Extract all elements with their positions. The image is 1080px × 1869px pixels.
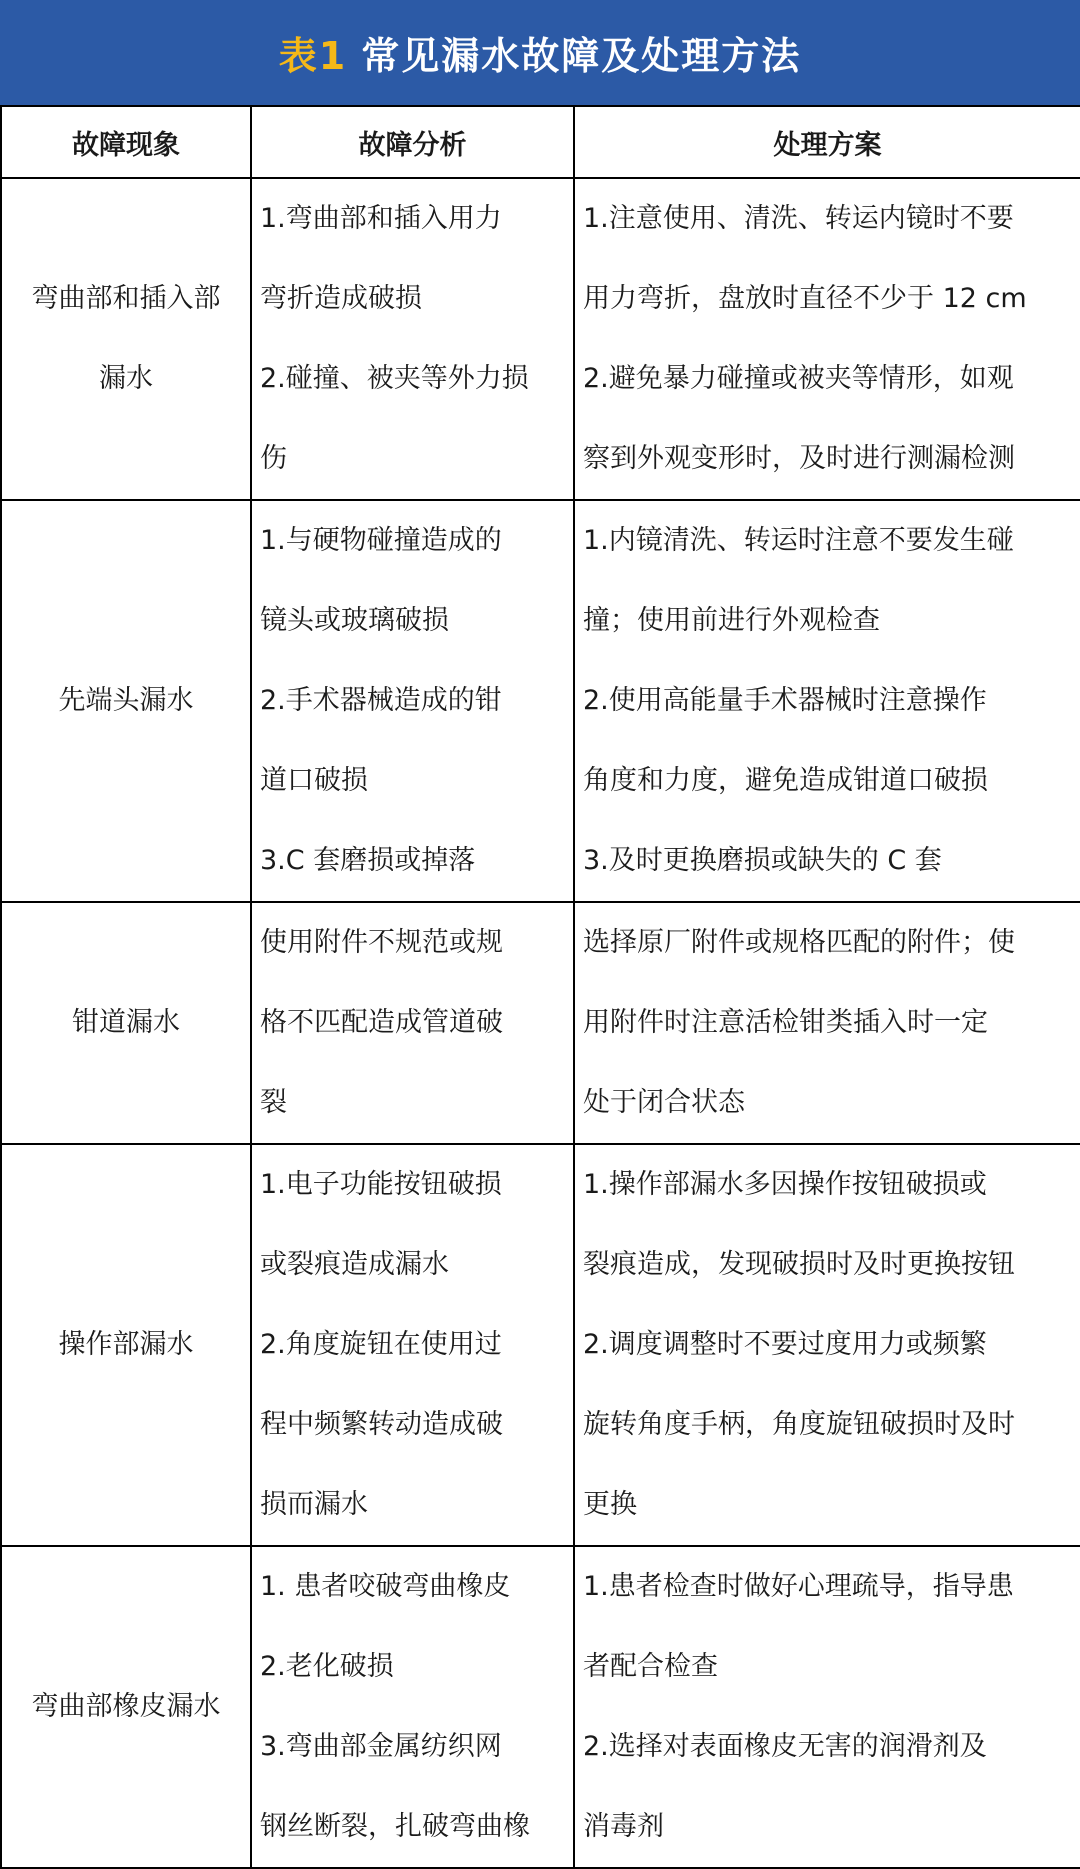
solution-line: 消毒剂 bbox=[583, 1811, 664, 1842]
column-header-symptom: 故障现象 bbox=[1, 106, 251, 178]
analysis-line: 1.电子功能按钮破损 bbox=[260, 1169, 502, 1200]
symptom-cell bbox=[1, 1144, 251, 1546]
symptom-line: 钳道漏水 bbox=[72, 1007, 180, 1038]
solution-line: 用力弯折，盘放时直径不少于 12 cm bbox=[583, 283, 1027, 314]
symptom-line: 漏水 bbox=[99, 363, 153, 394]
solution-line: 用附件时注意活检钳类插入时一定 bbox=[583, 1007, 988, 1038]
solution-cell bbox=[574, 1546, 1080, 1868]
analysis-line: 3.C 套磨损或掉落 bbox=[260, 845, 476, 876]
analysis-line: 格不匹配造成管道破 bbox=[260, 1007, 503, 1038]
analysis-line: 2.碰撞、被夹等外力损 bbox=[260, 363, 529, 394]
analysis-line: 1.与硬物碰撞造成的 bbox=[260, 525, 502, 556]
analysis-line: 或裂痕造成漏水 bbox=[260, 1249, 449, 1280]
solution-line: 2.使用高能量手术器械时注意操作 bbox=[583, 685, 987, 716]
analysis-line: 使用附件不规范或规 bbox=[260, 927, 503, 958]
solution-line: 者配合检查 bbox=[583, 1651, 718, 1682]
analysis-line: 1.弯曲部和插入用力 bbox=[260, 203, 502, 234]
table-title-bar bbox=[0, 0, 1080, 105]
solution-cell bbox=[574, 902, 1080, 1144]
solution-line: 1.患者检查时做好心理疏导，指导患 bbox=[583, 1571, 1014, 1602]
table-row bbox=[1, 178, 1080, 500]
column-header-analysis: 故障分析 bbox=[251, 106, 574, 178]
solution-line: 角度和力度，避免造成钳道口破损 bbox=[583, 765, 988, 796]
symptom-line: 操作部漏水 bbox=[58, 1329, 194, 1360]
table-row bbox=[1, 1546, 1080, 1868]
symptom-cell bbox=[1, 902, 251, 1144]
table-number: 表1 bbox=[278, 34, 348, 78]
symptom-cell bbox=[1, 178, 251, 500]
analysis-cell bbox=[251, 178, 574, 500]
symptom-line: 先端头漏水 bbox=[58, 685, 194, 716]
analysis-line: 2.老化破损 bbox=[260, 1651, 394, 1682]
analysis-line: 钢丝断裂，扎破弯曲橡 bbox=[260, 1811, 530, 1842]
analysis-line: 程中频繁转动造成破 bbox=[260, 1409, 503, 1440]
solution-line: 撞；使用前进行外观检查 bbox=[583, 605, 880, 636]
solution-cell bbox=[574, 1144, 1080, 1546]
analysis-cell bbox=[251, 902, 574, 1144]
table-row bbox=[1, 500, 1080, 902]
table-title: 常见漏水故障及处理方法 bbox=[361, 34, 802, 78]
solution-line: 2.选择对表面橡皮无害的润滑剂及 bbox=[583, 1731, 987, 1762]
symptom-line: 弯曲部和插入部 bbox=[31, 283, 221, 314]
symptom-cell bbox=[1, 1546, 251, 1868]
solution-line: 旋转角度手柄，角度旋钮破损时及时 bbox=[583, 1409, 1015, 1440]
solution-line: 2.避免暴力碰撞或被夹等情形，如观 bbox=[583, 363, 1014, 394]
symptom-cell bbox=[1, 500, 251, 902]
solution-line: 选择原厂附件或规格匹配的附件；使 bbox=[583, 927, 1015, 958]
solution-line: 1.内镜清洗、转运时注意不要发生碰 bbox=[583, 525, 1014, 556]
symptom-line: 弯曲部橡皮漏水 bbox=[31, 1691, 221, 1722]
analysis-line: 伤 bbox=[260, 443, 287, 474]
analysis-line: 裂 bbox=[260, 1087, 287, 1118]
solution-line: 3.及时更换磨损或缺失的 C 套 bbox=[583, 845, 942, 876]
analysis-line: 弯折造成破损 bbox=[260, 283, 422, 314]
solution-line: 察到外观变形时，及时进行测漏检测 bbox=[583, 443, 1015, 474]
analysis-line: 3.弯曲部金属纺织网 bbox=[260, 1731, 502, 1762]
table-row bbox=[1, 1144, 1080, 1546]
column-header-solution: 处理方案 bbox=[574, 106, 1080, 178]
analysis-line: 镜头或玻璃破损 bbox=[260, 605, 449, 636]
solution-line: 更换 bbox=[583, 1489, 637, 1520]
solution-line: 裂痕造成，发现破损时及时更换按钮 bbox=[583, 1249, 1015, 1280]
analysis-line: 损而漏水 bbox=[260, 1489, 368, 1520]
analysis-line: 2.手术器械造成的钳 bbox=[260, 685, 502, 716]
analysis-line: 2.角度旋钮在使用过 bbox=[260, 1329, 502, 1360]
solution-line: 2.调度调整时不要过度用力或频繁 bbox=[583, 1329, 987, 1360]
table-row bbox=[1, 902, 1080, 1144]
solution-line: 1.注意使用、清洗、转运内镜时不要 bbox=[583, 203, 1014, 234]
solution-cell bbox=[574, 178, 1080, 500]
table-header-row bbox=[1, 106, 1080, 178]
solution-line: 处于闭合状态 bbox=[583, 1087, 745, 1118]
analysis-cell bbox=[251, 500, 574, 902]
solution-line: 1.操作部漏水多因操作按钮破损或 bbox=[583, 1169, 987, 1200]
analysis-cell bbox=[251, 1546, 574, 1868]
analysis-cell bbox=[251, 1144, 574, 1546]
analysis-line: 1. 患者咬破弯曲橡皮 bbox=[260, 1571, 511, 1602]
fault-table bbox=[0, 105, 1080, 1869]
analysis-line: 道口破损 bbox=[260, 765, 368, 796]
solution-cell bbox=[574, 500, 1080, 902]
